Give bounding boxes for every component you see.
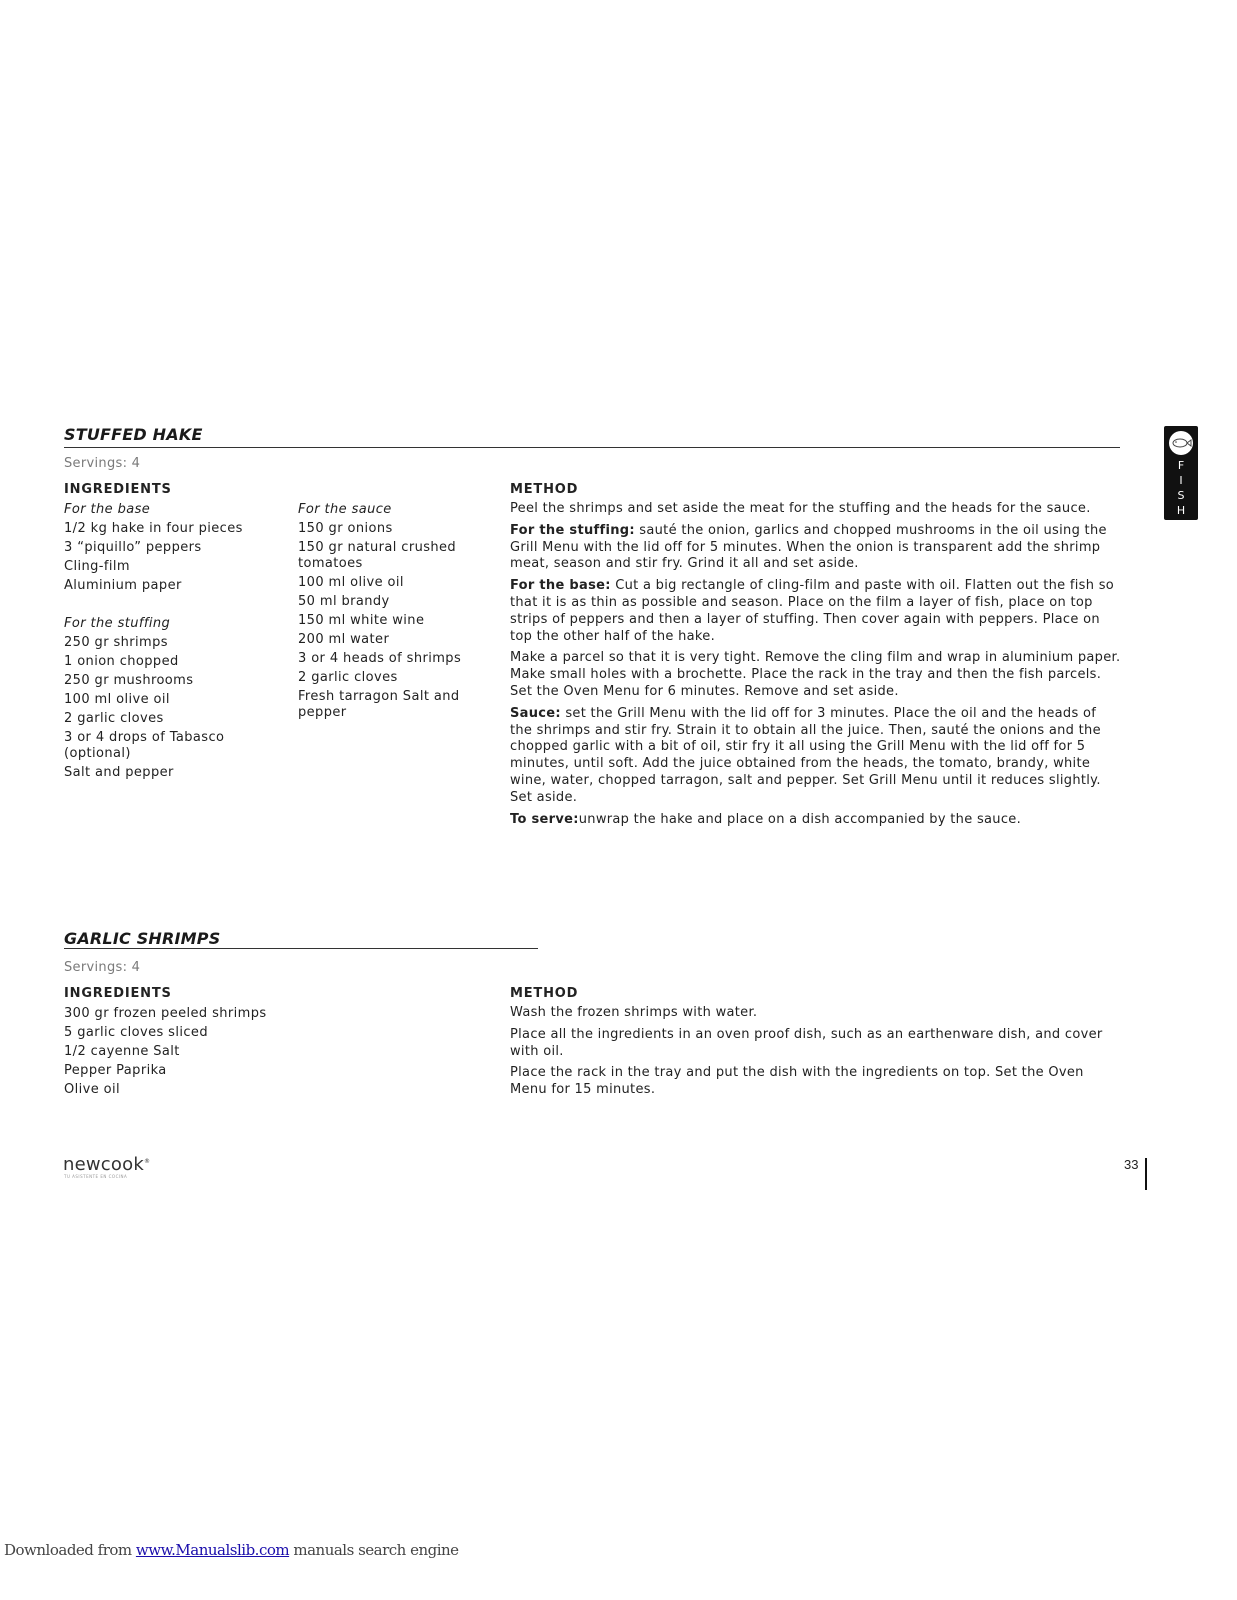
tab-letter: I xyxy=(1179,474,1183,487)
ingredients-heading: INGREDIENTS xyxy=(64,986,172,1001)
ingredients-list-2 xyxy=(298,502,508,724)
title-rule xyxy=(64,948,538,949)
method-text xyxy=(510,1005,1122,1104)
method-paragraph xyxy=(510,812,1122,829)
list-item: Fresh tarragon Salt and pepper xyxy=(298,689,460,720)
subheading: For the stuffing xyxy=(64,616,171,631)
method-text xyxy=(510,501,1122,833)
method-text-span: Cut a big rectangle of cling-film and paste with oil. Flatten out the fish so that it is as thin as possible and season. Place on the film a layer of fish, place on top strips of peppers and then a layer of stuffing. Then cover again with peppers. Place on top the other half of the hake. xyxy=(510,578,1115,644)
subheading: For the sauce xyxy=(298,502,392,517)
method-paragraph xyxy=(510,650,1122,700)
list-item: 150 gr onions xyxy=(298,521,393,536)
recipe-title: STUFFED HAKE xyxy=(64,425,203,444)
list-item: 100 ml olive oil xyxy=(64,692,170,707)
brand-tagline: TU ASISTENTE EN COCINA xyxy=(64,1174,128,1179)
method-paragraph xyxy=(510,501,1122,518)
list-item: 100 ml olive oil xyxy=(298,575,404,590)
list-spacer xyxy=(64,597,284,613)
section-label xyxy=(1164,458,1198,518)
list-item: Olive oil xyxy=(64,1082,121,1097)
tab-letter: H xyxy=(1176,504,1186,517)
list-item: Aluminium paper xyxy=(64,578,182,593)
tab-letter: F xyxy=(1177,459,1185,472)
list-item: Cling-film xyxy=(64,559,130,574)
list-item: 1/2 kg hake in four pieces xyxy=(64,521,243,536)
method-text-span: sauté the onion, garlics and chopped mushrooms in the oil using the Grill Menu with the lid off for 5 minutes. When the onion is transparent add the shrimp meat, season and stir fry. Grind it all and set aside. xyxy=(510,522,1107,572)
method-heading: METHOD xyxy=(510,482,579,497)
servings: Servings: 4 xyxy=(64,960,141,975)
method-heading: METHOD xyxy=(510,986,579,1001)
method-paragraph xyxy=(510,1065,1122,1099)
method-paragraph xyxy=(510,523,1122,573)
list-item: 3 “piquillo” peppers xyxy=(64,540,202,555)
list-item: 300 gr frozen peeled shrimps xyxy=(64,1006,267,1021)
ingredients-list-1 xyxy=(64,502,284,784)
method-text-span: Make a parcel so that it is very tight. Remove the cling film and wrap in aluminium paper. Make small holes with a brochette. Place the rack in the tray and then the fish parcels. Set the Oven Menu for 6 minutes. Remove and set aside. xyxy=(510,650,1121,699)
list-item: 150 gr natural crushed tomatoes xyxy=(298,540,457,571)
subheading: For the base xyxy=(64,502,151,517)
list-item: 50 ml brandy xyxy=(298,594,390,609)
servings: Servings: 4 xyxy=(64,456,141,471)
list-item: 2 garlic cloves xyxy=(298,670,398,685)
tab-letter: S xyxy=(1177,489,1185,502)
method-label: Sauce: xyxy=(510,705,561,721)
method-text-span: Place the rack in the tray and put the dish with the ingredients on top. Set the Oven Menu for 15 minutes. xyxy=(510,1065,1084,1098)
manualslib-link[interactable]: www.Manualslib.com xyxy=(135,1541,290,1559)
ingredients-list-1 xyxy=(64,1006,324,1101)
method-paragraph xyxy=(510,578,1122,645)
method-text-span: Place all the ingredients in an oven proof dish, such as an earthenware dish, and cover with oil. xyxy=(510,1026,1103,1059)
list-item: Salt and pepper xyxy=(64,765,174,780)
brand-logo: newcook® xyxy=(63,1154,151,1175)
download-footer: Downloaded from www.Manualslib.com manuals search engine xyxy=(4,1541,459,1559)
method-label: For the base: xyxy=(510,578,611,594)
list-item: 250 gr shrimps xyxy=(64,635,168,650)
list-item: 5 garlic cloves sliced xyxy=(64,1025,208,1040)
method-text-span: Peel the shrimps and set aside the meat for the stuffing and the heads for the sauce. xyxy=(510,501,1091,516)
page-number: 33 xyxy=(1124,1157,1139,1172)
method-text-span: Wash the frozen shrimps with water. xyxy=(510,1005,758,1020)
method-paragraph xyxy=(510,1027,1122,1061)
method-paragraph xyxy=(510,1005,1122,1022)
method-text-span: unwrap the hake and place on a dish accompanied by the sauce. xyxy=(578,811,1021,827)
recipe-title: GARLIC SHRIMPS xyxy=(64,929,221,948)
ingredients-heading: INGREDIENTS xyxy=(64,482,172,497)
section-tab xyxy=(1164,426,1198,520)
list-item: 2 garlic cloves xyxy=(64,711,164,726)
method-text-span: set the Grill Menu with the lid off for 3 minutes. Place the oil and the heads of the shrimps and stir fry. Strain it to obtain all the juice. Then, sauté the onions and the chopped garlic with a bit of oil, stir fry it all using the Grill Menu with the lid off for 5 minutes, until soft. Add the juice obtained from the heads, the tomato, brandy, white wine, water, chopped tarragon, salt and pepper. Set Grill Menu until it reduces slightly. Set aside. xyxy=(510,705,1101,805)
list-item: 3 or 4 heads of shrimps xyxy=(298,651,462,666)
page-number-bar xyxy=(1145,1158,1147,1190)
method-paragraph xyxy=(510,706,1122,807)
title-rule xyxy=(64,447,1120,448)
list-item: 150 ml white wine xyxy=(298,613,425,628)
method-label: For the stuffing: xyxy=(510,522,635,538)
list-item: 3 or 4 drops of Tabasco (optional) xyxy=(64,730,225,761)
list-item: 1/2 cayenne Salt xyxy=(64,1044,180,1059)
list-item: 250 gr mushrooms xyxy=(64,673,194,688)
list-item: 200 ml water xyxy=(298,632,390,647)
list-item: Pepper Paprika xyxy=(64,1063,167,1078)
list-item: 1 onion chopped xyxy=(64,654,179,669)
method-label: To serve: xyxy=(510,811,579,827)
fish-icon xyxy=(1169,431,1193,455)
